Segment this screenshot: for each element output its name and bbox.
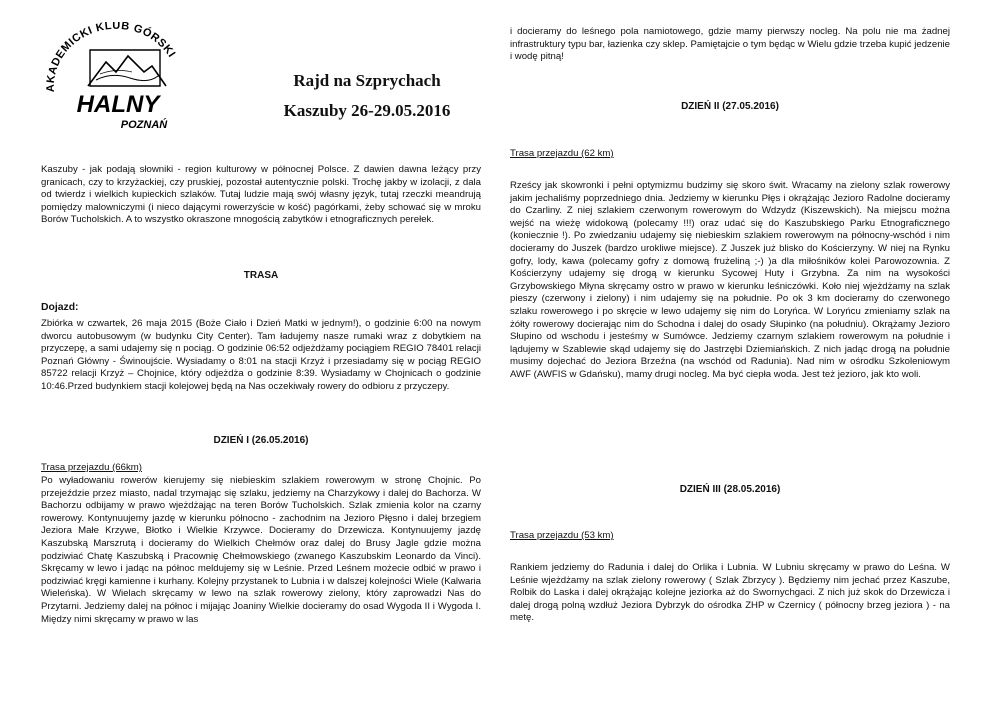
dojazd-heading: Dojazd: bbox=[41, 302, 79, 313]
dojazd-paragraph: Zbiórka w czwartek, 26 maja 2015 (Boże Ciało i Dzień Matki w jednym!), o godzinie 6:00 na nowym dworcu autobusowym (w budynku City Center). Tam ładujemy nasze rumaki wraz z dobytkiem na przyczepę, a sami udajemy się n pociąg. O godzinie 06:52 odjeżdżamy pociągiem REGIO 78401 relacji Poznań Główny - Świnoujście. Wysiadamy o 8:01 na stacji Krzyż i przesiadamy się w pociąg REGIO 85722 relacji Krzyż – Chojnice, który odjeżdża o godzinie 8:39. Wysiadamy w Chojnicach o godzinie 10:46.Przed budynkiem stacji kolejowej będą na Nas oczekiwały rowery do odbioru z przyczepy. bbox=[41, 318, 481, 392]
intro-paragraph: Kaszuby - jak podają słowniki - region kulturowy w północnej Polsce. Z dawien dawna leżący przy granicach, czy to krzyżackiej, czy pruskiej, pozostał autentycznie polski. Trochę jakby w izolacji, z dala od twierdz i wielkich kupieckich szlaków. Tutaj ludzie mają swój własny język, tutaj rzeczki meandrują pomiędzy malowniczymi (i nieco dającymi rowerzyście w kość) pagórkami, żeby schować się w mroku Borów Tucholskich. A to wszystko okraszone mnogością zabytków i etnograficznych perełek. bbox=[41, 164, 481, 226]
logo-name: HALNY bbox=[76, 91, 160, 118]
title-line-1: Rajd na Szprychach bbox=[293, 71, 441, 90]
day3-heading: DZIEŃ III (28.05.2016) bbox=[679, 484, 781, 495]
day3-route: Trasa przejazdu (53 km) bbox=[510, 530, 614, 541]
document-title bbox=[262, 70, 472, 130]
day2-heading: DZIEŃ II (27.05.2016) bbox=[681, 101, 779, 112]
day3-paragraph: Rankiem jedziemy do Radunia i dalej do Orlika i Lubnia. W Lubniu skręcamy w prawo do Leśna. W Leśnie wjeżdżamy na szlak zielony rowerowy ( Szlak Zbrzycy ). Będziemy nim jechać przez Kaszube, Rolbik do Laska i dalej okrążając kolejne jeziorka aż do Swornychgaci. Z nich już skok do Drzewicza i dalej drogą polną wzdłuż Jeziora Dybrzyk do ośrodka ZHP w Czernicy ( północny brzeg jeziora ) - na metę. bbox=[510, 562, 950, 624]
title-line-2: Kaszuby 26-29.05.2016 bbox=[283, 101, 451, 120]
day1-route: Trasa przejazdu (66km) bbox=[41, 462, 142, 473]
top-paragraph: i docieramy do leśnego pola namiotowego, gdzie mamy pierwszy nocleg. Na polu nie ma żadnej infrastruktury typu bar, łazienka czy sklep. Pamiętajcie o tym będąc w Wielu gdzie trzeba kupić jedzenie i wodę pitną! bbox=[510, 26, 950, 63]
club-logo bbox=[40, 22, 188, 144]
svg-text:AKADEMICKI KLUB GÓRSKI bbox=[45, 22, 178, 92]
day1-paragraph: Po wyładowaniu rowerów kierujemy się niebieskim szlakiem rowerowym w stronę Chojnic. Po przejeździe przez miasto, nadal trzymając się szlaku, jedziemy na Charzykowy i dalej do Bachorza. W Bachorzu odbijamy w prawo wjeżdżając na teren Borów Tucholskich. Szlak zmienia kolor na czarny rowerowy. Kontynuujemy jazdę w kierunku północno - zachodnim na Jezioro Płęsno i dalej brzegiem Jeziora Małe Krzywe, Błotko i Wielkie Krzywce. Docieramy do Drzewicza. Kontynuujemy jazdę Kaszubską Marszrutą i docieramy do Wielkich Chełmów oraz dalej do Brusy Jagle gdzie można podziwiać Chatę Kaszubską i Pracownię Chełmowskiego (zwanego Kaszubskim Leonardo da Vinci). Skręcamy w lewo i jadąc na północ meldujemy się w Leśnie. Przed Leśnem możecie odbić w prawo i podziwiać kręgi kamienne i kurhany. Kolejny przystanek to Lubnia i w dalszej kolejności Wiele (Kalwaria Wieleńska). W Wielach skręcamy w lewo na szlak rowerowy zielony, który zaprowadzi Nas do Przytarni. Jedziemy dalej na północ i mijając Joaniny Wielkie docieramy do osad Wygoda II i Wygoda I. Między nimi skręcamy w prawo w las bbox=[41, 475, 481, 625]
trasa-heading: TRASA bbox=[243, 270, 279, 281]
day2-paragraph: Rześcy jak skowronki i pełni optymizmu budzimy się skoro świt. Wracamy na zielony szlak rowerowy jakim jechaliśmy poprzedniego dnia. Jedziemy w kierunku Płęs i okrążając Jezioro Radolne docieramy do Czarliny. Z niej szlakiem czerwonym rowerowym do Wdzydz (Kiszewskich). Na miejscu można wejść na wieżę widokową (polecamy !!!) oraz udać się do Kaszubskiego Parku Etnograficznego (koniecznie !). Po zwiedzaniu udajemy się niebieskim szlakiem rowerowym na północny-wschód i nim docieramy do Juszek (bardzo urokliwe miejsce). Z Juszek już blisko do Kościerzyny. W niej na Rynku gofry, lody, kawa (polecamy gofry z domową frużeliną ;-) )a dla miłośników kolei Parowozownia. Z Kościerzyny udajemy się drogą w kierunku Sycowej Huty i Grzybna. Za nim na wysokości Grzybowskiego Młyna skręcamy ostro w prawo w kierunku leśniczówki. Koło niej wjeżdżamy na szlak pieszy (czerwony i zielony) i nim udajemy się na południe. Po ok 3 km docieramy do czerwonego szlaku rowerowego i po skręcie w lewo udajemy się nim do Loryńca. W Loryńcu zmieniamy szlak na żółty rowerowy docierając nim do Schodna i dalej do osady Słupinko (na południu). Okrążamy Jezioro Słupino od wschodu i jesteśmy w Sumówce. Jedziemy czarnym szlakiem rowerowym na południe i lądujemy w Szablewie skąd udajemy się do Jastrzębi Dziemiańskich. Z nich jadąc drogą na południe musimy dojechać do Jeziora Brzeźna (na wschód od Radunia). Nad nim w ośrodku Szkoleniowym AWF (AWFIS w Gdańsku), mamy drugi nocleg. Ma być ciepła woda. Jest też jezioro, jak kto woli. bbox=[510, 180, 950, 380]
logo-city: POZNAŃ bbox=[120, 119, 168, 131]
day1-heading: DZIEŃ I (26.05.2016) bbox=[213, 435, 309, 446]
logo-arc-text: AKADEMICKI KLUB GÓRSKI bbox=[44, 22, 178, 93]
day2-route: Trasa przejazdu (62 km) bbox=[510, 148, 614, 159]
logo-graphic bbox=[40, 22, 188, 144]
